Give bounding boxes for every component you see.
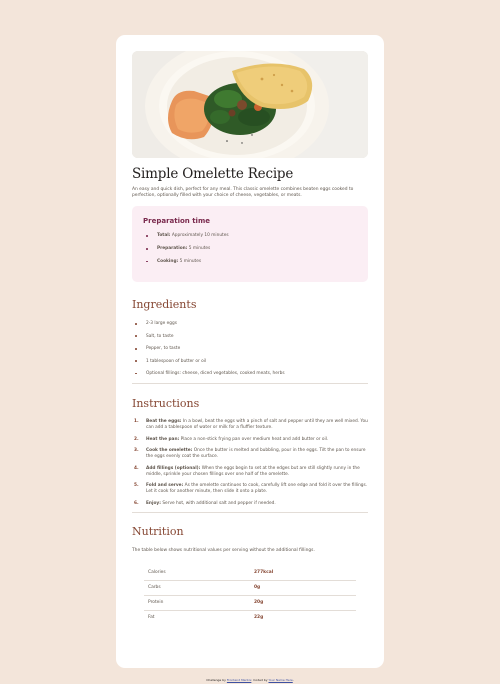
instruction-step (132, 483, 368, 495)
step-label: Fold and serve: (146, 483, 184, 489)
nutrition-value: 22g (254, 615, 264, 621)
step-number: 4. (134, 465, 139, 471)
instruction-step (132, 448, 368, 460)
recipe-intro: An easy and quick dish, perfect for any meal. This classic omelette combines beaten eggs cooked to perfection, optionally filled with your choice of cheese, vegetables, or meats. (132, 187, 354, 199)
nutrition-value: 20g (254, 595, 356, 610)
instruction-step (132, 501, 368, 507)
instruction-step (132, 466, 368, 478)
footer-suffix: . (292, 678, 294, 682)
divider (132, 512, 368, 513)
table-row (144, 610, 356, 625)
ingredients-section (132, 298, 368, 376)
footer-prefix: Challenge by (206, 678, 227, 682)
preparation-item-label: Total: (157, 233, 171, 239)
step-number: 1. (134, 419, 139, 425)
ingredient-item: Pepper, to taste (132, 346, 368, 351)
step-text: Place a non-stick frying pan over medium heat and add butter or oil. (179, 436, 329, 442)
step-label: Add fillings (optional): (146, 465, 201, 471)
step-label: Beat the eggs: (146, 419, 182, 425)
step-text: When the eggs begin to set at the edges but are still slightly runny in the middle, sprinkle your chosen fillings over one half of the omelette. (146, 465, 360, 477)
preparation-list (143, 233, 357, 264)
table-row (144, 595, 356, 610)
instructions-list (132, 419, 368, 506)
ingredient-item: 1 tablespoon of butter or oil (132, 359, 368, 364)
step-label: Enjoy: (146, 500, 161, 506)
table-row (144, 565, 356, 580)
preparation-item (143, 246, 357, 251)
step-text: Serve hot, with additional salt and pepper if needed. (160, 500, 276, 506)
recipe-title: Simple Omelette Recipe (132, 166, 294, 182)
instructions-title: Instructions (132, 397, 200, 411)
instructions-section (132, 397, 368, 506)
step-text: In a bowl, beat the eggs with a pinch of salt and pepper until they are well mixed. You can add a tablespoon of water or milk for a fluffier texture. (146, 419, 368, 431)
step-number: 5. (134, 483, 139, 489)
nutrition-label: Calories (144, 565, 254, 580)
step-text: As the omelette continues to cook, carefully lift one edge and fold it over the fillings. Let it cook for another minute, then slide it onto a plate. (146, 483, 368, 495)
nutrition-label: Carbs (144, 580, 254, 595)
divider (132, 383, 368, 384)
ingredients-list (132, 321, 368, 376)
nutrition-description: The table below shows nutritional values per serving without the additional fillings. (132, 548, 315, 554)
omelette-image (132, 51, 368, 158)
step-label: Cook the omelette: (146, 448, 193, 454)
omelette-photo-icon (132, 51, 368, 158)
ingredient-item: Salt, to taste (132, 334, 368, 339)
step-number: 3. (134, 448, 139, 454)
nutrition-value: 277kcal (254, 565, 356, 580)
footer-middle: . Coded by (251, 678, 269, 682)
preparation-item-label: Cooking: (157, 259, 179, 264)
challenge-link[interactable]: Frontend Mentor (226, 678, 252, 682)
nutrition-table (144, 565, 356, 625)
nutrition-value: 0g (254, 580, 356, 595)
preparation-item-value: 5 minutes (187, 246, 211, 252)
step-number: 2. (134, 436, 139, 442)
ingredient-item: Optional fillings: cheese, diced vegetables, cooked meats, herbs (132, 371, 368, 376)
instruction-step (132, 419, 368, 431)
step-number: 6. (134, 500, 139, 506)
ingredient-item: 2-3 large eggs (132, 321, 368, 326)
nutrition-label: Protein (144, 595, 254, 610)
preparation-item-label: Preparation: (157, 246, 188, 252)
step-text: Once the butter is melted and bubbling, pour in the eggs. Tilt the pan to ensure the eggs evenly coat the surface. (146, 448, 366, 460)
nutrition-title: Nutrition (132, 525, 184, 539)
preparation-item (143, 259, 357, 264)
instruction-step (132, 437, 368, 443)
step-label: Heat the pan: (146, 436, 180, 442)
table-row (144, 580, 356, 595)
nutrition-section (132, 525, 368, 625)
preparation-item (143, 233, 357, 238)
preparation-item-value: Approximately 10 minutes (170, 233, 229, 239)
preparation-time-box (132, 206, 368, 282)
nutrition-label: Fat (148, 615, 155, 621)
author-link[interactable]: Your Name Here (268, 678, 293, 682)
preparation-item-value: 5 minutes (178, 259, 202, 264)
preparation-title: Preparation time (143, 217, 211, 226)
ingredients-title: Ingredients (132, 298, 197, 312)
attribution-footer (0, 678, 500, 682)
recipe-card (116, 35, 384, 668)
